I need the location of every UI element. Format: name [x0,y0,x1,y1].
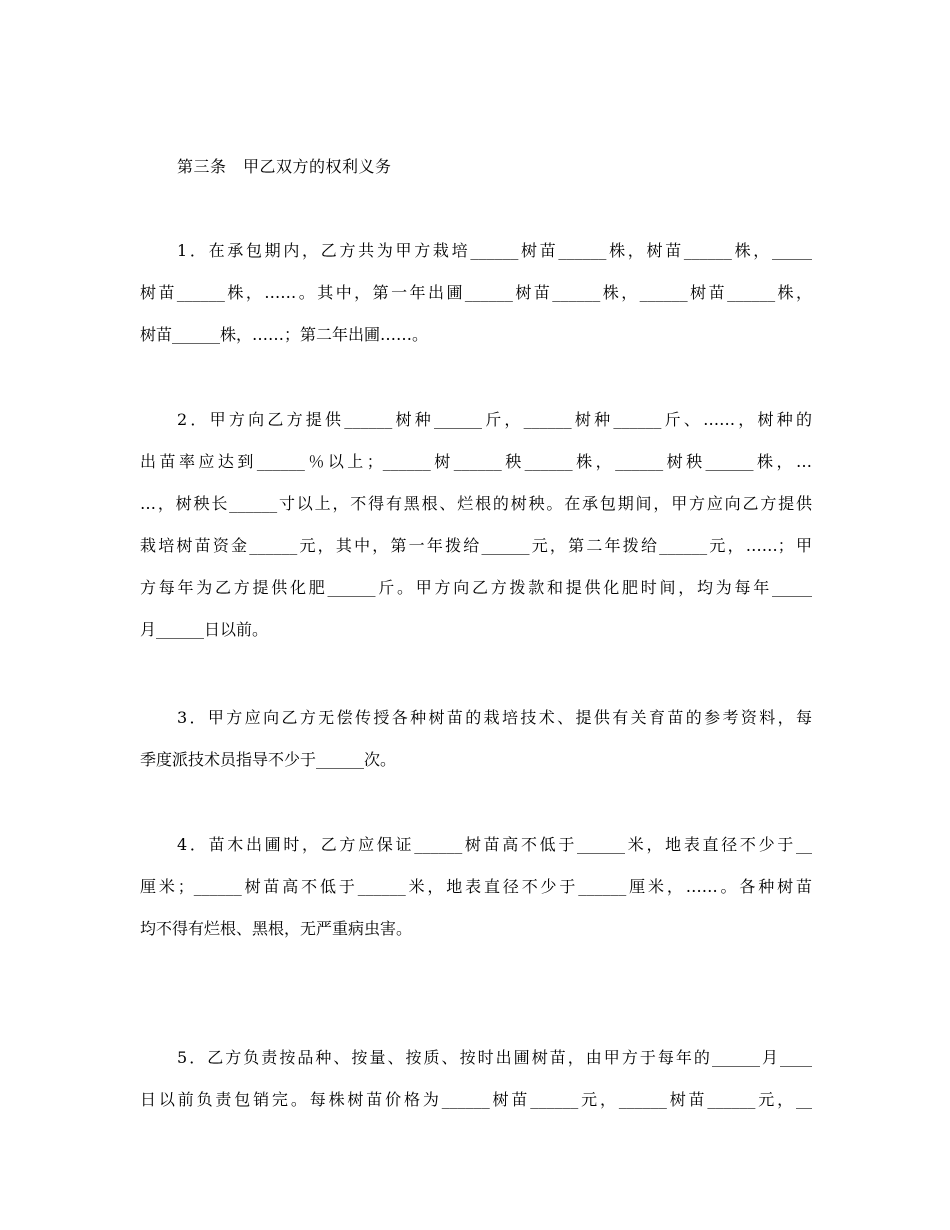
clause-line: 5．乙方负责按品种、按量、按质、按时出圃树苗，由甲方于每年的______月____ [177,1048,812,1067]
clause-line: 树苗______株，……。其中，第一年出圃______树苗______株，______树苗______株， [140,283,812,302]
clause-line: 2．甲方向乙方提供______树种______斤，______树种______斤、……，树种的 [177,410,812,429]
clause-line: 树苗______株，……；第二年出圃……。 [140,325,429,344]
clause-line: 4．苗木出圃时，乙方应保证______树苗高不低于______米，地表直径不少于__ [177,835,812,854]
clause-line: 日以前负责包销完。每株树苗价格为______树苗______元，______树苗______元，__ [140,1090,812,1109]
clause-line: 栽培树苗资金______元，其中，第一年拨给______元，第二年拨给______元，……；甲 [140,536,812,555]
clause-line: …，树秧长______寸以上，不得有黑根、烂根的树秧。在承包期间，甲方应向乙方提供 [140,494,812,513]
clause-line: 季度派技术员指导不少于______次。 [140,750,397,769]
clause-line: 1．在承包期内，乙方共为甲方栽培______树苗______株，树苗______株，_____ [177,241,812,260]
clause-2 [140,399,812,651]
clause-line: 3．甲方应向乙方无偿传授各种树苗的栽培技术、提供有关育苗的参考资料，每 [177,708,812,727]
clause-line: 出苗率应达到______％以上；______树______秧______株，______树秧______株，… [140,452,812,471]
clause-1 [140,230,812,356]
clause-5 [140,1037,812,1121]
clause-line: 方每年为乙方提供化肥______斤。甲方向乙方拨款和提供化肥时间，均为每年_____ [140,578,812,597]
clause-line: 均不得有烂根、黑根，无严重病虫害。 [140,919,413,938]
clause-line: 月______日以前。 [140,620,269,639]
clause-line: 厘米；______树苗高不低于______米，地表直径不少于______厘米，……。各种树苗 [140,877,812,896]
clause-4 [140,824,812,950]
clause-3 [140,697,812,781]
section-title: 第三条 甲乙双方的权利义务 [177,157,392,176]
